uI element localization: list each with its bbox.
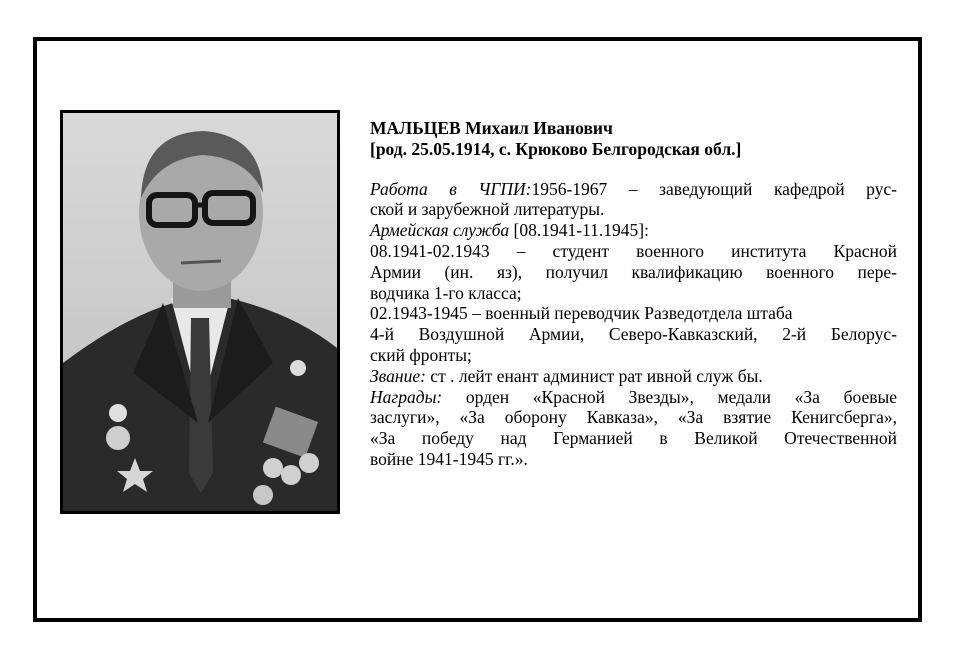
portrait-photo <box>60 110 340 514</box>
awards-label: Награды: <box>370 386 443 407</box>
rank-label: Звание: <box>370 365 426 386</box>
work-label: Работа в ЧГПИ: <box>370 178 532 199</box>
army-period: [08.1941-11.1945]: <box>509 220 649 241</box>
service-1-line-3: водчика 1-го класса; <box>370 282 522 303</box>
person-name: МАЛЬЦЕВ Михаил Иванович <box>370 118 613 138</box>
awards-line-2: заслуги», «За оборону Кавказа», «За взятие Кенигсберга», <box>370 407 897 428</box>
service-1-line-1: 08.1941-02.1943 – студент военного института Красной <box>370 240 897 261</box>
rank-line <box>370 366 897 387</box>
awards-line-3: «За победу над Германией в Великой Отечественной <box>370 428 897 449</box>
service-2-line-1: 02.1943-1945 – военный переводчик Разведотдела штаба <box>370 303 793 324</box>
service-2-line-3: ский фронты; <box>370 344 472 365</box>
service-1-line-2: Армии (ин. яз), получил квалификацию военного пере- <box>370 261 897 282</box>
service-2-line-2: 4-й Воздушной Армии, Северо-Кавказский, 2-й Белорус- <box>370 324 897 345</box>
birth-info: [род. 25.05.1914, с. Крюково Белгородская обл.] <box>370 138 742 159</box>
biography-block <box>370 118 897 470</box>
work-text-1: 1956-1967 – заведующий кафедрой рус- <box>531 178 897 199</box>
army-line <box>370 220 897 241</box>
awards-text-1: орден «Красной Звезды», медали «За боевые <box>442 386 897 407</box>
awards-line-4: войне 1941-1945 гг.». <box>370 448 528 469</box>
work-line-2: ской и зарубежной литературы. <box>370 199 605 220</box>
work-line-1 <box>370 179 897 200</box>
awards-line-1 <box>370 387 897 408</box>
rank-value: ст . лейт енант админист рат ивной служ бы. <box>425 365 763 386</box>
army-label: Армейская служба <box>370 220 510 241</box>
